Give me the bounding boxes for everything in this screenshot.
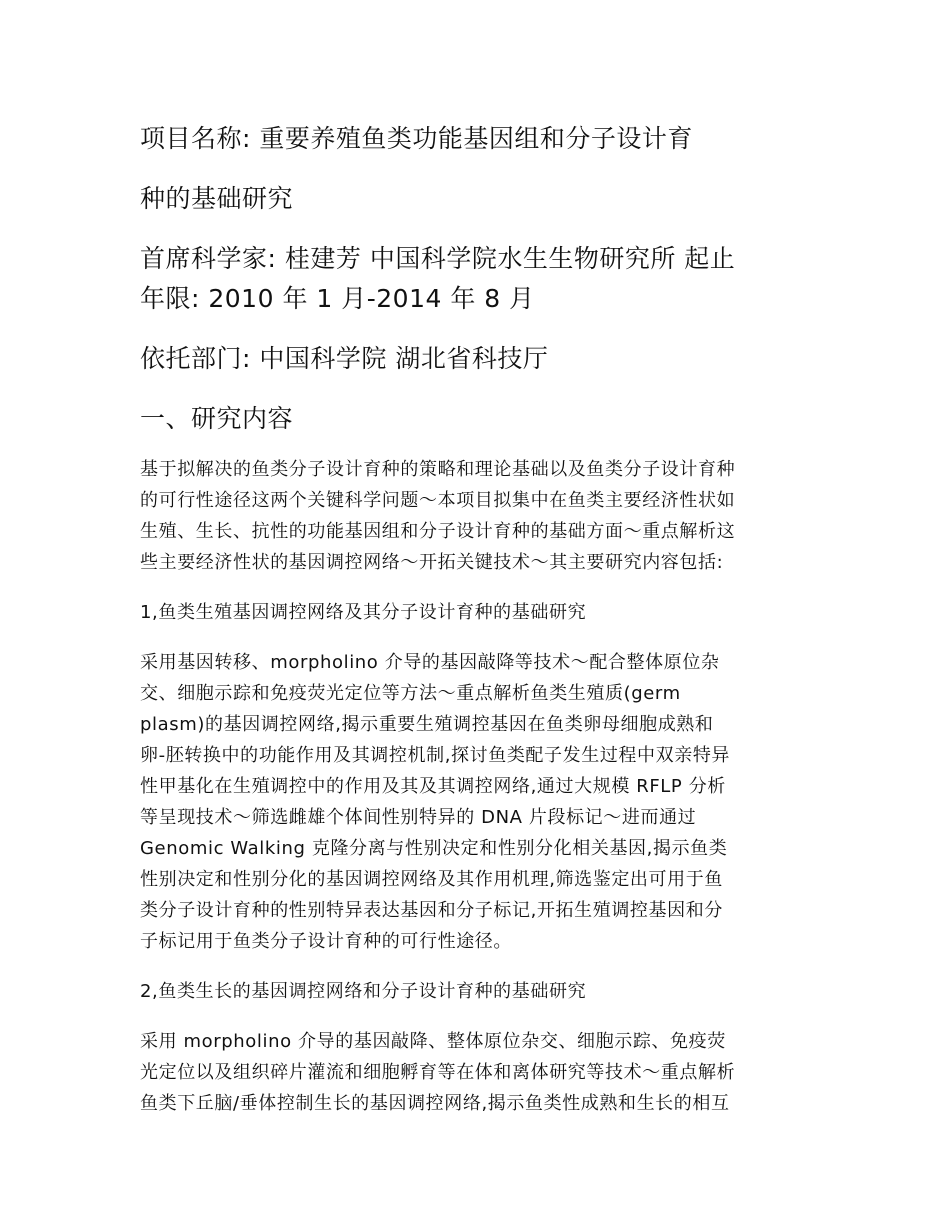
topic-2-line: 鱼类下丘脑/垂体控制生长的基因调控网络,揭示鱼类性成熟和生长的相互: [140, 1093, 730, 1114]
topic-1-line: 等呈现技术～筛选雌雄个体间性别特异的 DNA 片段标记～进而通过: [140, 807, 697, 828]
topic-1-title: 1,鱼类生殖基因调控网络及其分子设计育种的基础研究: [140, 602, 587, 623]
topic-2-title: 2,鱼类生长的基因调控网络和分子设计育种的基础研究: [140, 981, 587, 1002]
chief-scientist-line-1: 首席科学家: 桂建芳 中国科学院水生生物研究所 起止: [140, 244, 736, 273]
intro-line: 的可行性途径这两个关键科学问题～本项目拟集中在鱼类主要经济性状如: [140, 490, 736, 511]
intro-line: 些主要经济性状的基因调控网络～开拓关键技术～其主要研究内容包括:: [140, 552, 724, 573]
topic-1-line: 性别决定和性别分化的基因调控网络及其作用机理,筛选鉴定出可用于鱼: [140, 869, 723, 890]
topic-1-line: 子标记用于鱼类分子设计育种的可行性途径。: [140, 931, 512, 952]
topic-1-line: Genomic Walking 克隆分离与性别决定和性别分化相关基因,揭示鱼类: [140, 838, 728, 859]
department-line: 依托部门: 中国科学院 湖北省科技厅: [140, 344, 549, 373]
intro-line: 基于拟解决的鱼类分子设计育种的策略和理论基础以及鱼类分子设计育种: [140, 459, 736, 480]
chief-scientist-line-2: 年限: 2010 年 1 月-2014 年 8 月: [140, 284, 535, 313]
topic-1-line: 类分子设计育种的性别特异表达基因和分子标记,开拓生殖调控基因和分: [140, 900, 723, 921]
topic-1-line: 交、细胞示踪和免疫荧光定位等方法～重点解析鱼类生殖质(germ: [140, 683, 681, 704]
topic-1-line: 性甲基化在生殖调控中的作用及其及其调控网络,通过大规模 RFLP 分析: [140, 776, 726, 797]
project-name-line-1: 项目名称: 重要养殖鱼类功能基因组和分子设计育: [140, 124, 693, 153]
section-title-research-content: 一、研究内容: [140, 404, 294, 433]
topic-2-line: 光定位以及组织碎片灌流和细胞孵育等在体和离体研究等技术～重点解析: [140, 1062, 736, 1083]
topic-1-line: 卵-胚转换中的功能作用及其调控机制,探讨鱼类配子发生过程中双亲特异: [140, 745, 731, 766]
intro-line: 生殖、生长、抗性的功能基因组和分子设计育种的基础方面～重点解析这: [140, 521, 736, 542]
topic-1-line: plasm)的基因调控网络,揭示重要生殖调控基因在鱼类卵母细胞成熟和: [140, 714, 714, 735]
topic-2-line: 采用 morpholino 介导的基因敲降、整体原位杂交、细胞示踪、免疫荧: [140, 1031, 726, 1052]
topic-1-line: 采用基因转移、morpholino 介导的基因敲降等技术～配合整体原位杂: [140, 652, 720, 673]
project-name-line-2: 种的基础研究: [140, 184, 294, 213]
